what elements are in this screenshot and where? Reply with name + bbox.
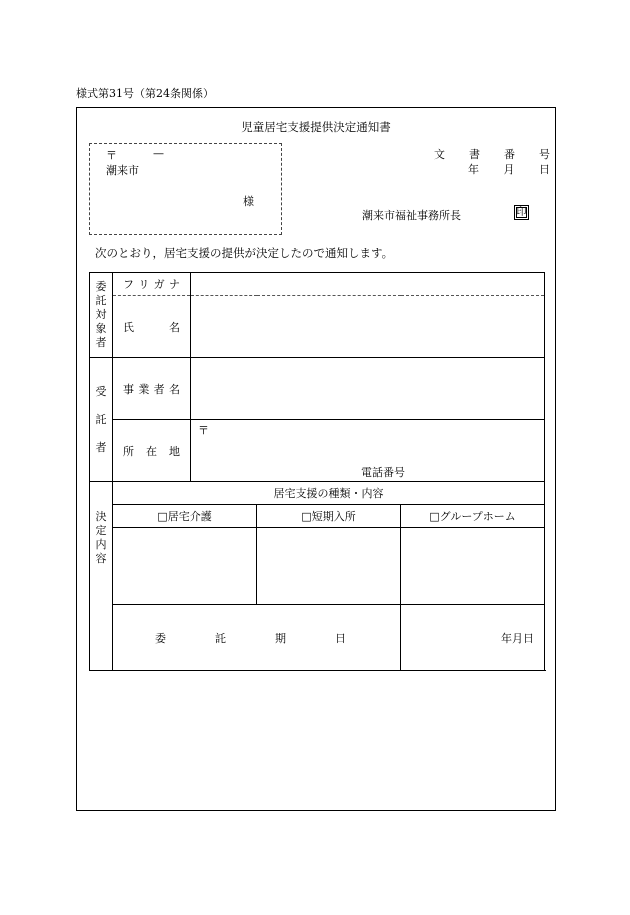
option-home-care[interactable]: □居宅介護	[113, 505, 257, 528]
business-name-label: 事 業 者 名	[113, 358, 191, 420]
date-year: 年	[468, 163, 479, 176]
name-field[interactable]	[191, 296, 545, 358]
group-home-detail[interactable]	[401, 528, 545, 605]
date-day: 日	[539, 163, 550, 176]
location-label: 所 在 地	[113, 420, 191, 482]
form-number: 様式第31号（第24条関係）	[76, 87, 214, 100]
recipient-city: 潮来市	[106, 164, 139, 177]
seal-mark: 印	[514, 205, 529, 220]
document-title: 児童居宅支援提供決定通知書	[241, 120, 391, 134]
option-group-home[interactable]: □グループホーム	[401, 505, 545, 528]
home-care-detail[interactable]	[113, 528, 257, 605]
doc-char: 番	[504, 148, 515, 161]
honorific: 様	[243, 195, 254, 208]
address-box	[89, 143, 282, 235]
business-name-field[interactable]	[191, 358, 545, 420]
sender-name: 潮来市福祉事務所長	[362, 209, 461, 222]
support-type-header: 居宅支援の種類・内容	[113, 482, 545, 505]
doc-char: 文	[434, 148, 445, 161]
period-label: 委 託 期 日	[113, 605, 401, 671]
short-stay-detail[interactable]	[257, 528, 401, 605]
postal-dash: —	[153, 147, 164, 160]
furigana-label: フ リ ガ ナ	[113, 273, 191, 296]
location-field[interactable]	[191, 420, 545, 482]
notice-text: 次のとおり，居宅支援の提供が決定したので通知します。	[95, 246, 394, 260]
doc-char: 書	[469, 148, 480, 161]
date-month: 月	[503, 163, 515, 176]
furigana-field[interactable]	[191, 273, 545, 296]
provider-header: 受 託 者	[90, 358, 113, 482]
name-label: 氏 名	[113, 296, 191, 358]
postal-mark: 〒	[106, 149, 117, 162]
issue-date	[468, 161, 550, 177]
document-number	[434, 146, 550, 162]
subject-header: 委 託 対 象 者	[90, 273, 113, 358]
decision-header: 決 定 内 容	[90, 482, 113, 671]
doc-char: 号	[539, 148, 550, 161]
decision-table	[89, 272, 545, 671]
phone-label: 電話番号	[361, 466, 405, 479]
location-postal-mark: 〒	[198, 424, 209, 437]
period-date[interactable]: 年 月 日	[401, 605, 545, 671]
option-short-stay[interactable]: □短期入所	[257, 505, 401, 528]
